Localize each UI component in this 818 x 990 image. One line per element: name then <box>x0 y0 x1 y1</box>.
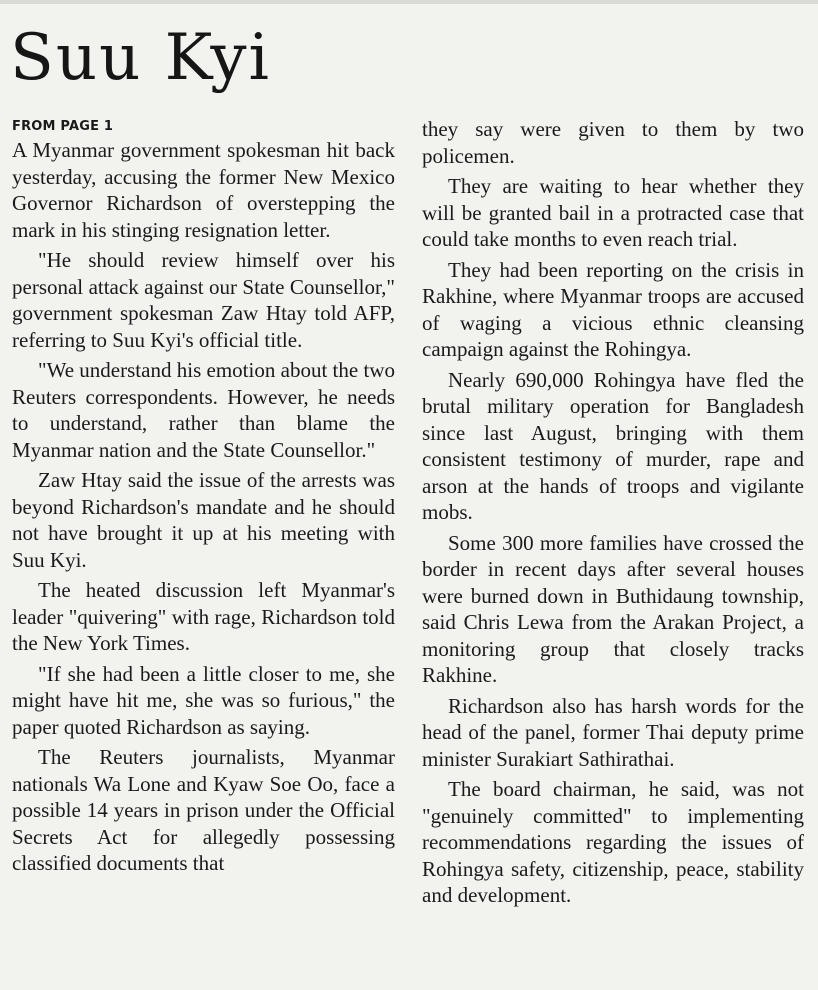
right-column <box>422 116 804 913</box>
paragraph: The Reuters journalists, Myanmar nationals Wa Lone and Kyaw Soe Oo, face a possible 14 years in prison under the Official Secrets Act for allegedly possessing classified documents that <box>12 745 395 875</box>
paragraph: The heated discussion left Myanmar's leader "quivering" with rage, Richardson told the New York Times. <box>12 578 395 655</box>
continuation-kicker: FROM PAGE 1 <box>12 119 114 134</box>
paragraph: Richardson also has harsh words for the head of the panel, former Thai deputy prime minister Surakiart Sathirathai. <box>422 693 804 771</box>
paragraph: "If she had been a little closer to me, she might have hit me, she was so furious," the paper quoted Richardson as saying. <box>12 661 395 739</box>
paragraph: Zaw Htay said the issue of the arrests was beyond Richardson's mandate and he should not have brought it up at his meeting with Suu Kyi. <box>12 468 395 572</box>
left-column <box>12 112 395 881</box>
paragraph: A Myanmar government spokesman hit back yesterday, accusing the former New Mexico Governor Richardson of overstepping the mark in his stinging resignation letter. <box>12 138 395 242</box>
paragraph: They had been reporting on the crisis in Rakhine, where Myanmar troops are accused of waging a vicious ethnic cleansing campaign against the Rohingya. <box>422 257 804 361</box>
paragraph: They are waiting to hear whether they will be granted bail in a protracted case that could take months to even reach trial. <box>422 174 804 251</box>
paragraph: Nearly 690,000 Rohingya have fled the brutal military operation for Bangladesh since last August, bringing with them consistent testimony of murder, rape and arson at the hands of troops and vigilante mobs. <box>422 367 804 524</box>
top-edge <box>0 0 818 4</box>
paragraph: "We understand his emotion about the two Reuters correspondents. However, he needs to understand, rather than blame the Myanmar nation and the State Counsellor." <box>12 358 395 462</box>
paragraph: The board chairman, he said, was not "genuinely committed" to implementing recommendations regarding the issues of Rohingya safety, citizenship, peace, stability and development. <box>422 777 804 907</box>
headline: Suu Kyi <box>10 21 271 95</box>
paragraph: Some 300 more families have crossed the border in recent days after several houses were burned down in Buthidaung township, said Chris Lewa from the Arakan Project, a monitoring group that closely tracks Rakhine. <box>422 530 804 687</box>
paragraph: they say were given to them by two policemen. <box>422 117 804 168</box>
paragraph: "He should review himself over his personal attack against our State Counsellor," government spokesman Zaw Htay told AFP, referring to Suu Kyi's official title. <box>12 248 395 352</box>
